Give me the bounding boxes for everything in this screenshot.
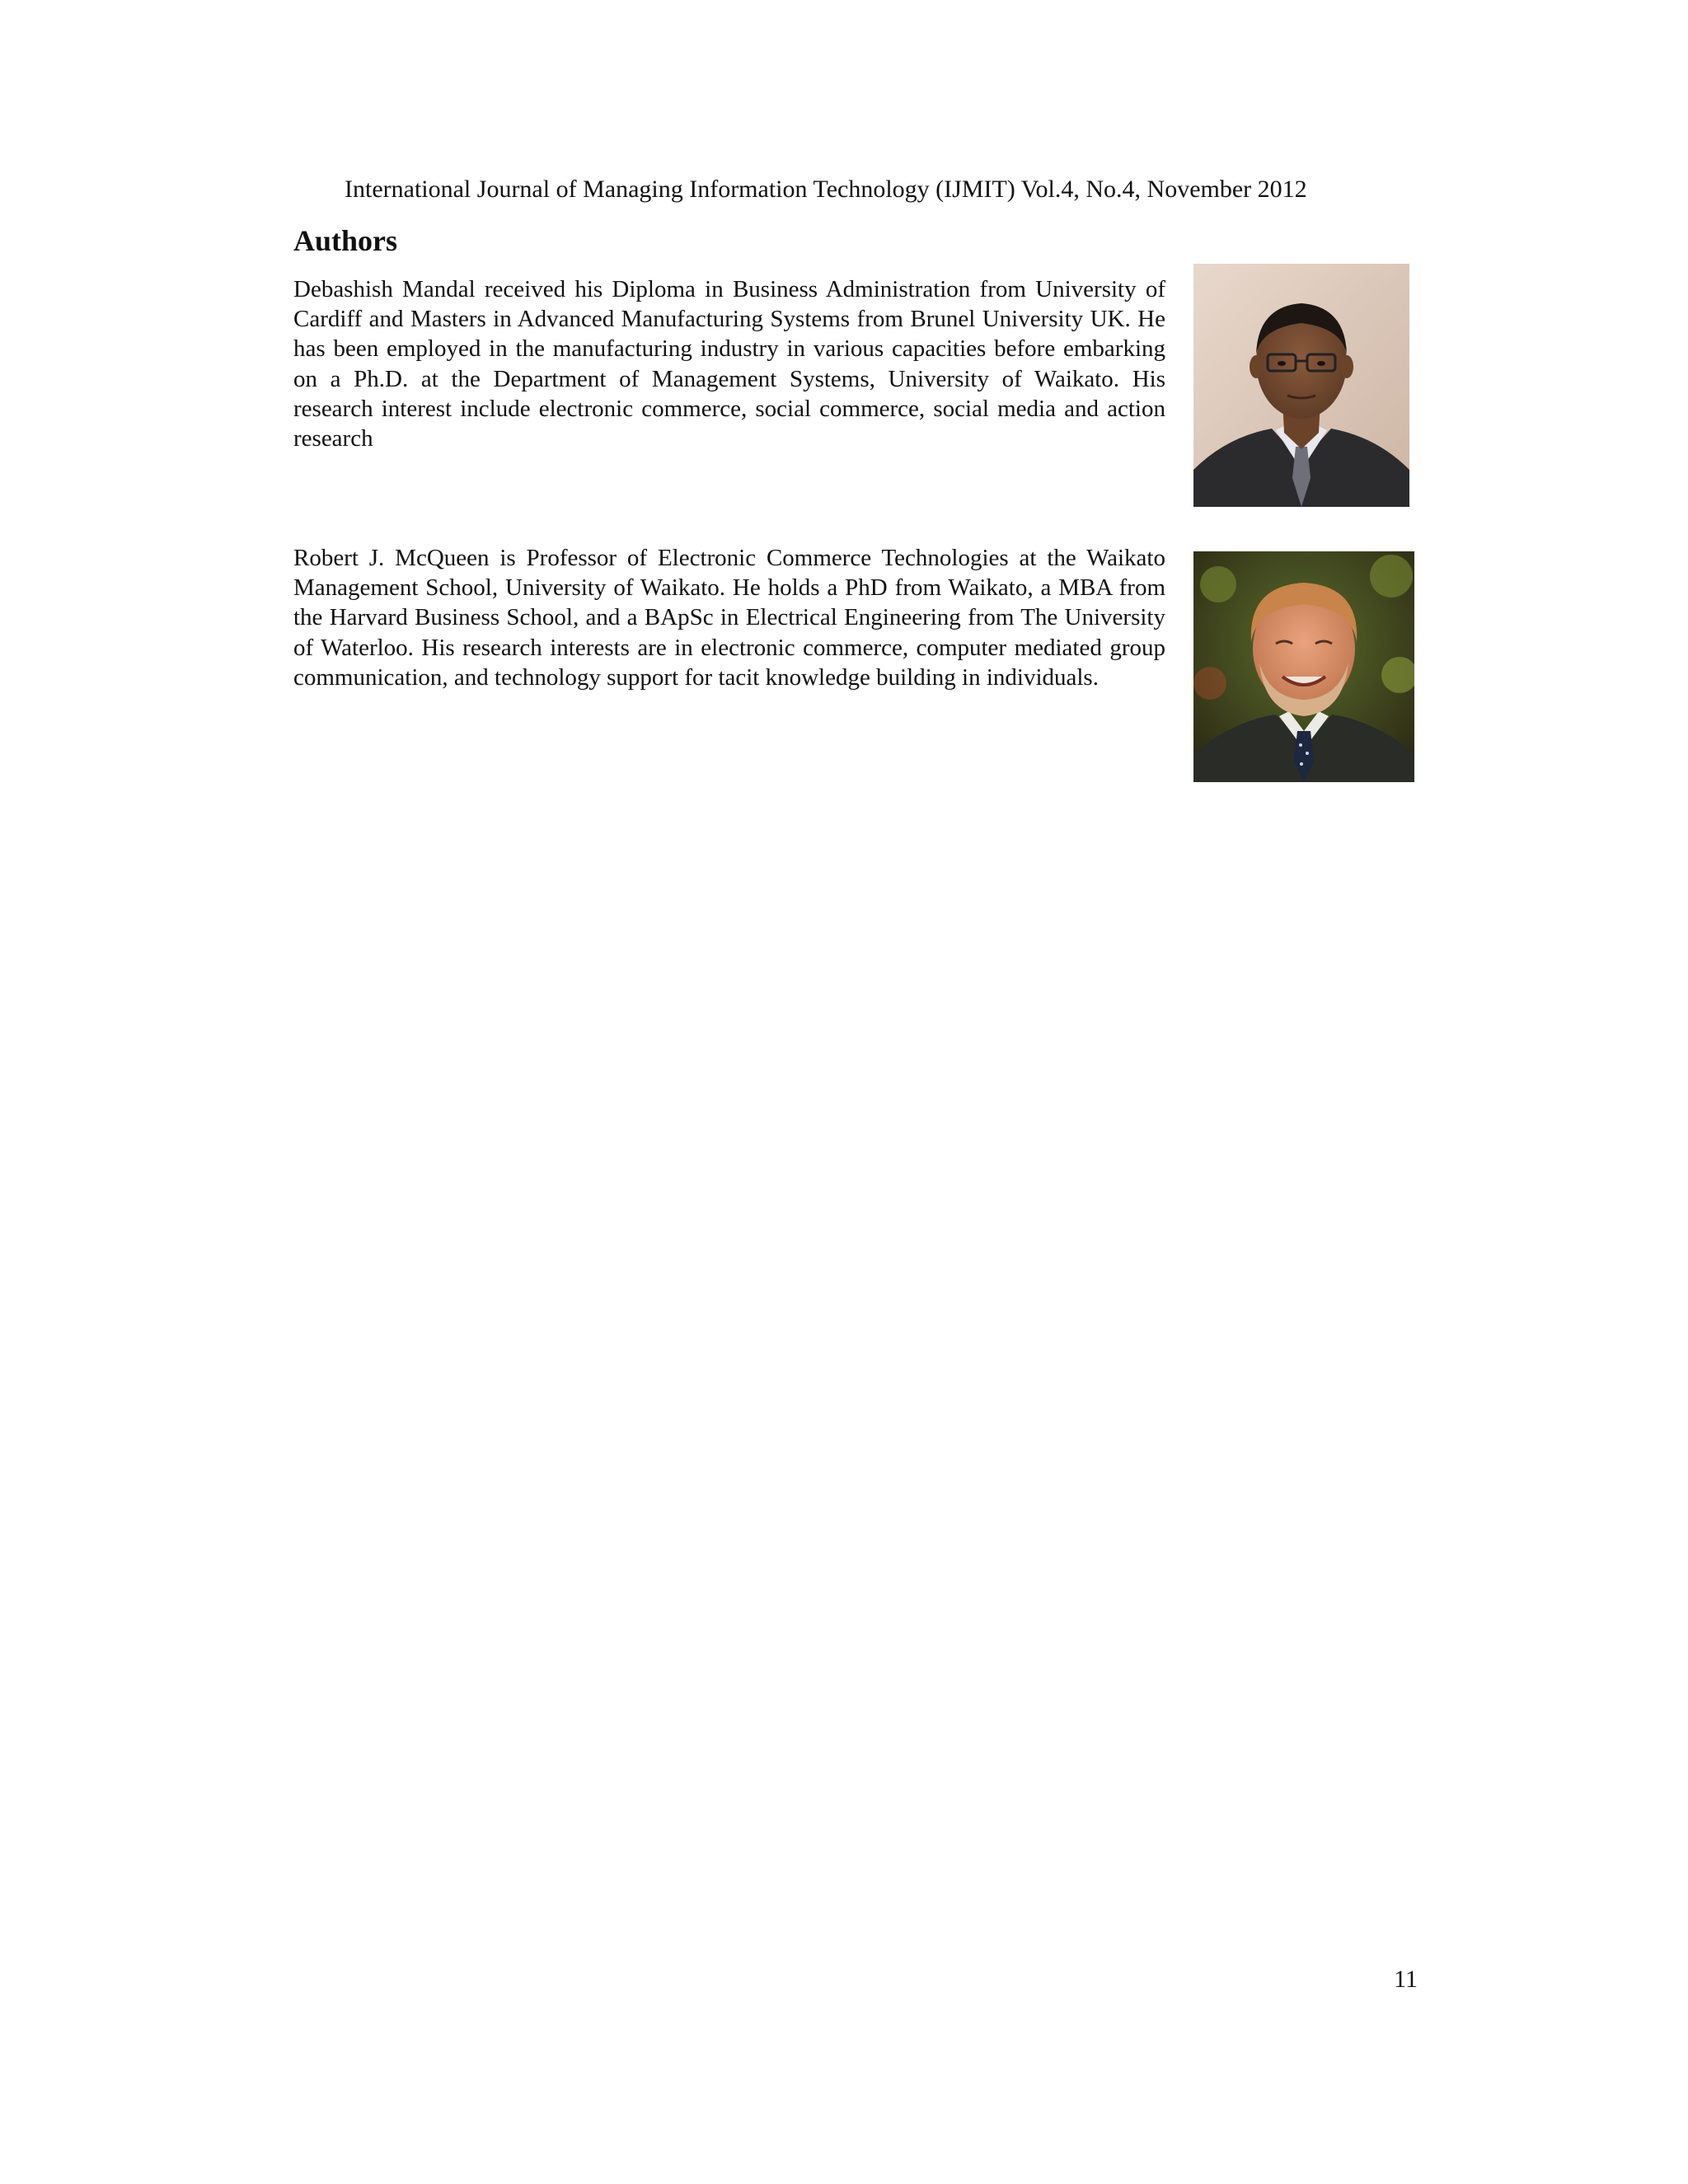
running-header: International Journal of Managing Information Technology (IJMIT) Vol.4, No.4, November 2012: [345, 176, 1307, 203]
author-photo-mandal: [1193, 264, 1409, 507]
page-number: 11: [1394, 1966, 1418, 1993]
author-bio-mcqueen: Robert J. McQueen is Professor of Electronic Commerce Technologies at the Waikato Management School, University of Waikato. He holds a PhD from Waikato, a MBA from the Harvard Business School, and a BApSc in Electrical Engineering from The University of Waterloo. His research interests are in electronic commerce, computer mediated group communication, and technology support for tacit knowledge building in individuals.: [293, 545, 1165, 691]
author-photo-mcqueen: [1193, 551, 1414, 782]
section-heading: Authors: [293, 224, 398, 257]
author-bio-mandal: Debashish Mandal received his Diploma in Business Administration from University of Cardiff and Masters in Advanced Manufacturing Systems from Brunel University UK. He has been employed in the manufacturing industry in various capacities before embarking on a Ph.D. at the Department of Management Systems, University of Waikato. His research interest include electronic commerce, social commerce, social media and action research: [293, 276, 1165, 452]
